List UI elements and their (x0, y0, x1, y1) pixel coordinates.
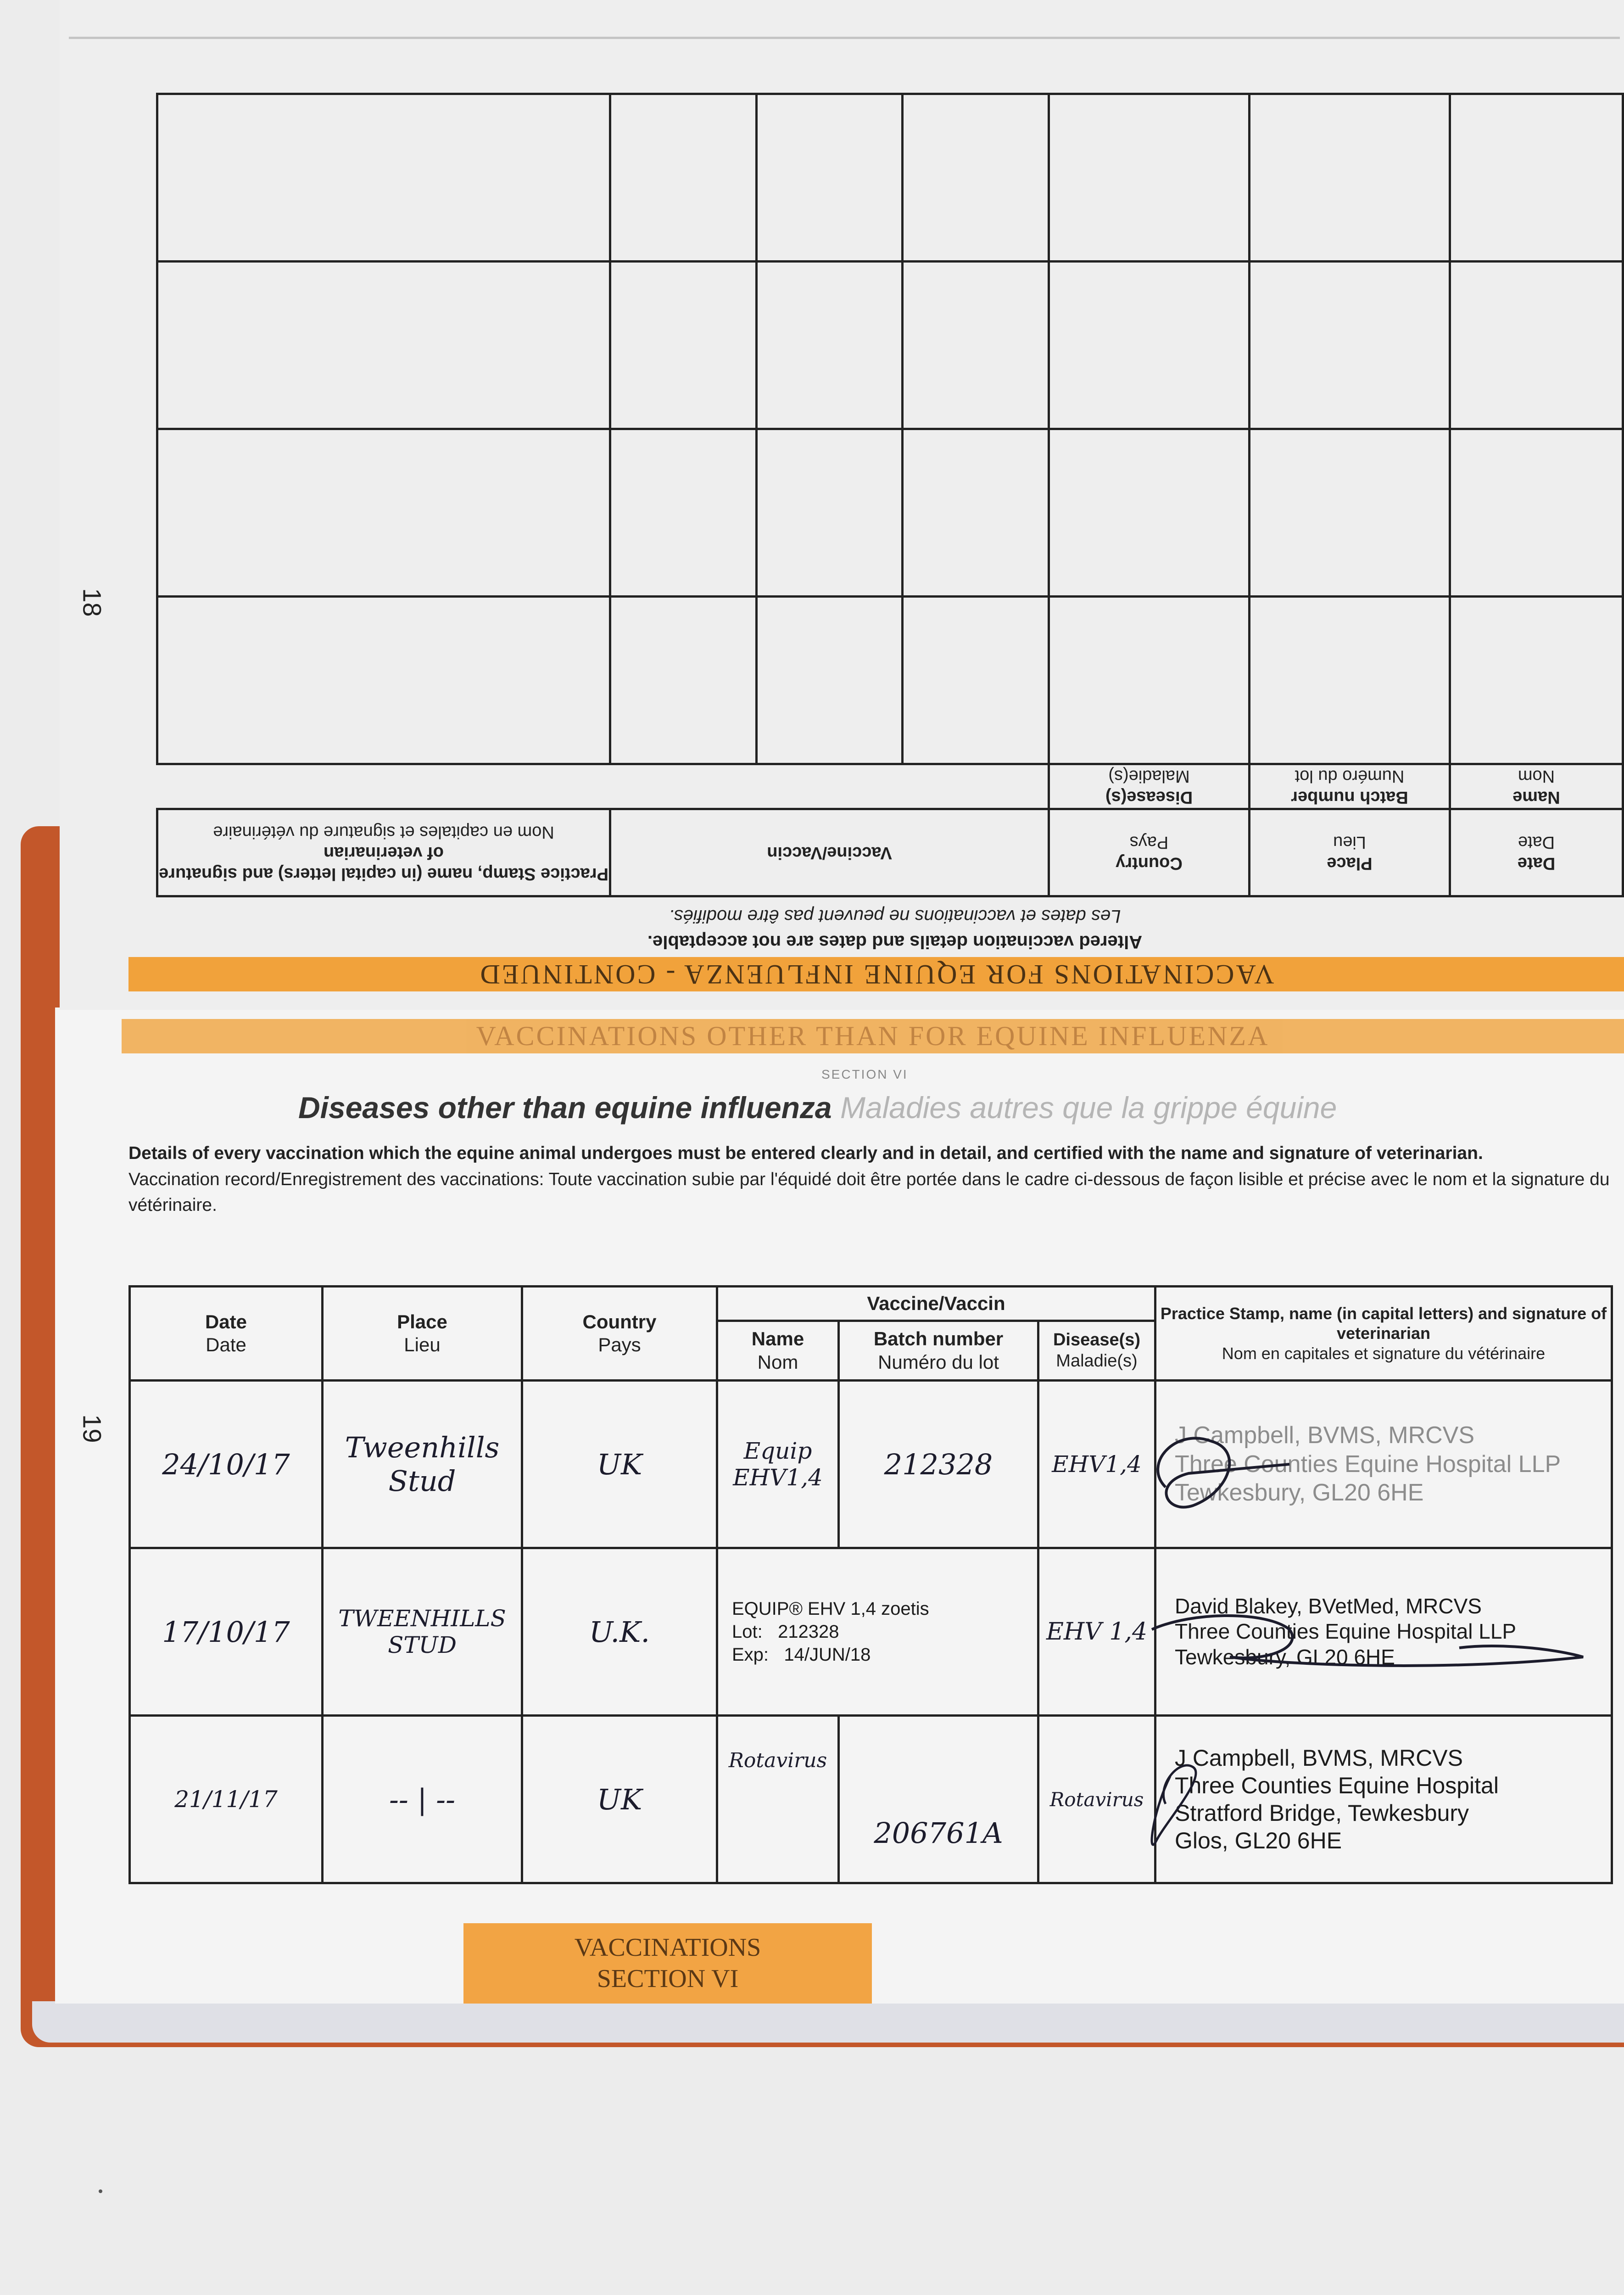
table-row (157, 429, 1623, 596)
stamp-line-2: Three Counties Equine Hospital LLP (1175, 1450, 1561, 1478)
stamp-header: Practice Stamp, name (in capital letters) and signature of veterinarian Nom en capitales et signature du vétérinaire (1155, 1287, 1612, 1381)
country-cell: U.K. (522, 1548, 717, 1716)
stamp-line-2: Three Counties Equine Hospital (1175, 1773, 1499, 1798)
lower-section-banner (122, 1019, 1624, 1053)
place-header: Place Lieu (323, 1287, 522, 1381)
page-number-18: 18 (78, 588, 107, 617)
stamp-line-1: J Campbell, BVMS, MRCVS (1175, 1745, 1463, 1771)
place-cell: Tweenhills Stud (323, 1381, 522, 1548)
country-cell: UK (522, 1381, 717, 1548)
upper-vaccination-table (156, 108, 1624, 897)
country-cell: UK (522, 1716, 717, 1883)
disease-header: Disease(s) Maladie(s) (1038, 1321, 1155, 1381)
stamp-line-3: Stratford Bridge, Tewkesbury (1175, 1800, 1469, 1826)
batch-cell: 212328 (839, 1381, 1038, 1548)
title-fr: Maladies autres que la grippe équine (840, 1091, 1337, 1125)
date-cell: 21/11/17 (130, 1716, 323, 1883)
place-cell: -- | -- (323, 1716, 522, 1883)
vaccine-batch-label (717, 1548, 1038, 1716)
signature-2 (1152, 1616, 1583, 1666)
section-title (298, 1090, 1620, 1125)
stamp-line-1: David Blakey, BVetMed, MRCVS (1175, 1594, 1482, 1618)
stamp-line-4: Glos, GL20 6HE (1175, 1828, 1342, 1853)
intro-en: Details of every vaccination which the equine animal undergoes must be entered clearly and in detail, and certified with the name and signature of veterinarian. (128, 1143, 1483, 1163)
signature-marks (1138, 1372, 1620, 1877)
place-header: Place Lieu (1250, 809, 1450, 896)
stamp-header: Practice Stamp, name (in capital letters) and signature of veterinarian Nom en capitales et signature du vétérinaire (157, 809, 610, 896)
disease-cell: Rotavirus (1038, 1716, 1155, 1883)
country-header: Country Pays (522, 1287, 717, 1381)
title-en: Diseases other than equine influenza (298, 1091, 832, 1125)
stamp-line-3: Tewkesbury, GL20 6HE (1175, 1479, 1424, 1506)
signature-1 (1158, 1438, 1289, 1507)
date-header: Date Date (1450, 809, 1623, 896)
batch-header: Batch number Numéro du lot (839, 1321, 1038, 1381)
disease-cell: EHV1,4 (1038, 1381, 1155, 1548)
name-header: Name Nom (1450, 764, 1623, 809)
section-label: SECTION VI (821, 1067, 908, 1081)
country-header: Country Pays (1049, 809, 1250, 896)
section-tab-label: VACCINATIONS SECTION VI (463, 1923, 872, 2004)
label-lot: Lot: 212328 (732, 1622, 839, 1642)
altered-details-notice: Altered vaccination details and dates are not acceptable. Les dates et vaccinations ne peuvent pas être modifiés. (647, 906, 1143, 952)
page-number-19: 19 (78, 1414, 107, 1443)
date-cell: 24/10/17 (130, 1381, 323, 1548)
batch-cell: 206761A (839, 1716, 1038, 1883)
intro-fr: Vaccination record/Enregistrement des vaccinations: Toute vaccination subie par l'équidé doit être portée dans le cadre ci-dessous de façon lisible et précise avec le nom et la signature du vétérinaire. (128, 1169, 1610, 1215)
signature-3 (1152, 1765, 1196, 1845)
place-cell: TWEENHILLS STUD (323, 1548, 522, 1716)
stamp-line-3: Tewkesbury, GL20 6HE (1175, 1645, 1395, 1669)
vaccine-group-header: Vaccine/Vaccin (717, 1287, 1155, 1321)
table-row (157, 596, 1623, 764)
scan-speck (99, 2189, 102, 2193)
label-exp: Exp: 14/JUN/18 (732, 1645, 871, 1665)
disease-header: Disease(s) Maladie(s) (1049, 764, 1250, 809)
vaccine-name-cell: Rotavirus (717, 1716, 839, 1883)
lower-banner-text: VACCINATIONS OTHER THAN FOR EQUINE INFLUENZA (476, 1021, 1270, 1051)
date-header: Date Date (130, 1287, 323, 1381)
disease-cell: EHV 1,4 (1038, 1548, 1155, 1716)
stamp-line-1: J Campbell, BVMS, MRCVS (1175, 1422, 1475, 1449)
batch-header: Batch number Numéro du lot (1250, 764, 1450, 809)
vaccine-group-header: Vaccine/Vaccin (610, 809, 1049, 896)
stamp-line-2: Three Counties Equine Hospital LLP (1175, 1619, 1517, 1644)
name-header: Name Nom (717, 1321, 839, 1381)
cover-edge (32, 2001, 1624, 2043)
upper-section-banner (128, 957, 1624, 991)
page-edge-line (69, 37, 1620, 39)
date-cell: 17/10/17 (130, 1548, 323, 1716)
table-row (157, 261, 1623, 429)
label-product: EQUIP® EHV 1,4 zoetis (732, 1599, 929, 1619)
upper-banner-text: VACCINATIONS FOR EQUINE INFLUENZA - CONTINUED (478, 959, 1274, 990)
intro-text (128, 1141, 1615, 1219)
vaccine-name-cell: Equip EHV1,4 (717, 1381, 839, 1548)
table-row (157, 94, 1623, 261)
